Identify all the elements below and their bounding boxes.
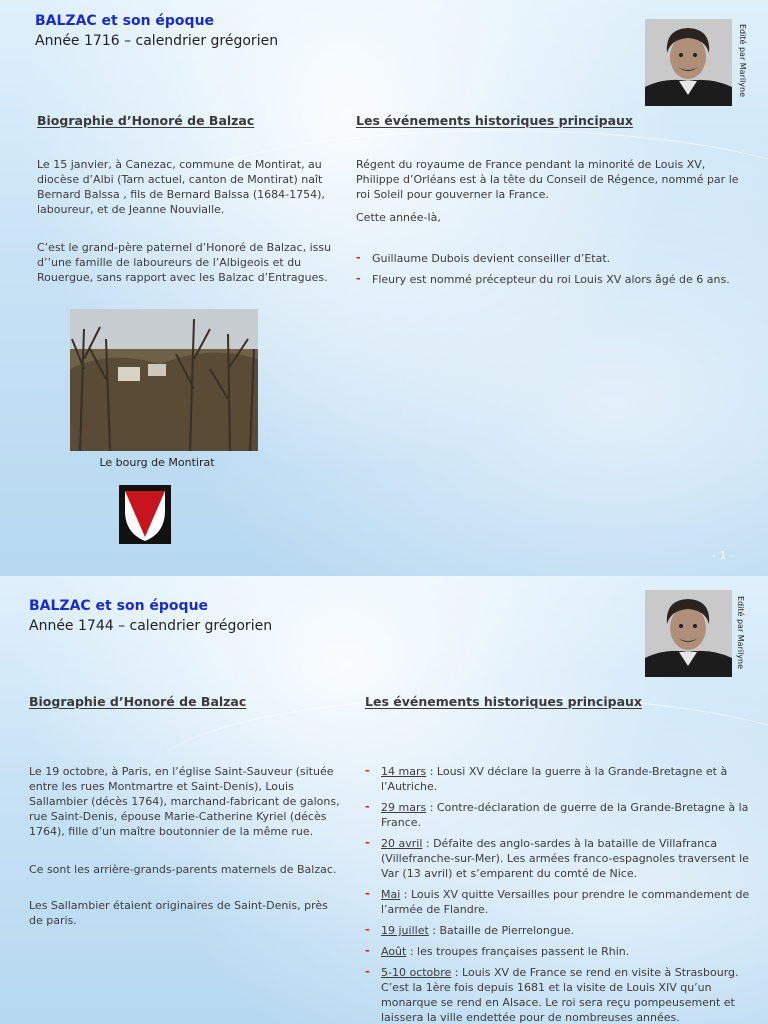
list-item: - 14 mars : Lousi XV déclare la guerre à la Grande-Bretagne et à l’Autriche. [365, 764, 728, 793]
slide-subtitle: Année 1716 – calendrier grégorien [35, 33, 279, 49]
bullet-dash-icon: - [365, 887, 370, 900]
biography-heading: Biographie d’Honoré de Balzac [37, 113, 255, 128]
montirat-coat-of-arms [119, 485, 171, 544]
page-number: - 1 - [712, 549, 734, 562]
biography-paragraph: C’est le grand-père paternel d’Honoré de Balzac, issu d’’une famille de laboureurs de l’Albigeois et du Rouergue, sans rapport avec les Balzac d’Entragues. [37, 241, 332, 284]
bullet-dash-icon: - [365, 800, 370, 813]
bullet-dash-icon: - [365, 764, 370, 777]
bullet-dash-icon: - [365, 965, 370, 978]
balzac-portrait [645, 19, 732, 106]
events-list [365, 764, 753, 1024]
bullet-dash-icon: - [356, 251, 361, 264]
bullet-dash-icon: - [365, 923, 370, 936]
list-item: - Fleury est nommé précepteur du roi Louis XV alors âgé de 6 ans. [356, 272, 730, 286]
biography-paragraph: Le 15 janvier, à Canezac, commune de Montirat, au diocèse d’Albi (Tarn actuel, canton de Montirat) naît Bernard Balssa , fils de Bernard Balssa (1684-1754), laboureur, et de Jeanne Nouvialle. [37, 158, 325, 216]
editor-credit: Edité par Marilyne [738, 24, 747, 98]
events-lead: Cette année-là, [356, 211, 441, 224]
list-item: - 5-10 octobre : Louis XV de France se rend en visite à Strasbourg. C’est la 1ère fois depuis 1681 et la visite de Louis XIV qu’un monarque se rend en Alsace. Le roi sera reçu pompeusement et laissera la ville endettée pour de nombreuses années. [365, 965, 739, 1024]
bullet-dash-icon: - [356, 272, 361, 285]
slide-2 [0, 576, 768, 1024]
biography-paragraph: Ce sont les arrière-grands-parents maternels de Balzac. [29, 863, 337, 876]
biography-paragraph: Les Sallambier étaient originaires de Saint-Denis, près de paris. [29, 899, 328, 927]
slide-title: BALZAC et son époque [29, 598, 209, 614]
biography-heading: Biographie d’Honoré de Balzac [29, 694, 247, 709]
list-item: - Mai : Louis XV quitte Versailles pour prendre le commandement de l’armée de Flandre. [365, 887, 750, 916]
bullet-dash-icon: - [365, 944, 370, 957]
list-item: - 19 juillet : Bataille de Pierrelongue. [365, 923, 575, 937]
events-heading: Les événements historiques principaux [365, 694, 642, 709]
photo-caption: Le bourg de Montirat [99, 456, 215, 469]
events-intro: Régent du royaume de France pendant la minorité de Louis XV, Philippe d’Orléans est à la tête du Conseil de Régence, nommé par le roi Soleil pour gouverner la France. [356, 158, 739, 201]
events-list [356, 251, 756, 293]
editor-credit: Edité par Marilyne [736, 596, 745, 670]
list-item: - 20 avril : Défaite des anglo-sardes à la bataille de Villafranca (Villefranche-sur-Mer). Les armées franco-espagnoles traversent le Var (13 avril) et s’emparent du comté de Nice. [365, 836, 749, 880]
balzac-portrait [645, 590, 732, 677]
list-item: - Guillaume Dubois devient conseiller d’Etat. [356, 251, 611, 265]
bullet-dash-icon: - [365, 836, 370, 849]
events-heading: Les événements historiques principaux [356, 113, 633, 128]
slide-title: BALZAC et son époque [35, 13, 215, 29]
list-item: - 29 mars : Contre-déclaration de guerre de la Grande-Bretagne à la France. [365, 800, 749, 829]
biography-paragraph: Le 19 octobre, à Paris, en l’église Saint-Sauveur (située entre les rues Montmartre et Saint-Denis), Louis Sallambier (décès 1764), marchand-fabricant de galons, rue Saint-Denis, épouse Marie-Catherine Kyriel (décès 1764), fille d’un maître boutonnier de la même rue. [29, 765, 340, 838]
list-item: - Août : les troupes françaises passent le Rhin. [365, 944, 630, 958]
slide-subtitle: Année 1744 – calendrier grégorien [29, 618, 273, 634]
montirat-photo [70, 309, 258, 451]
